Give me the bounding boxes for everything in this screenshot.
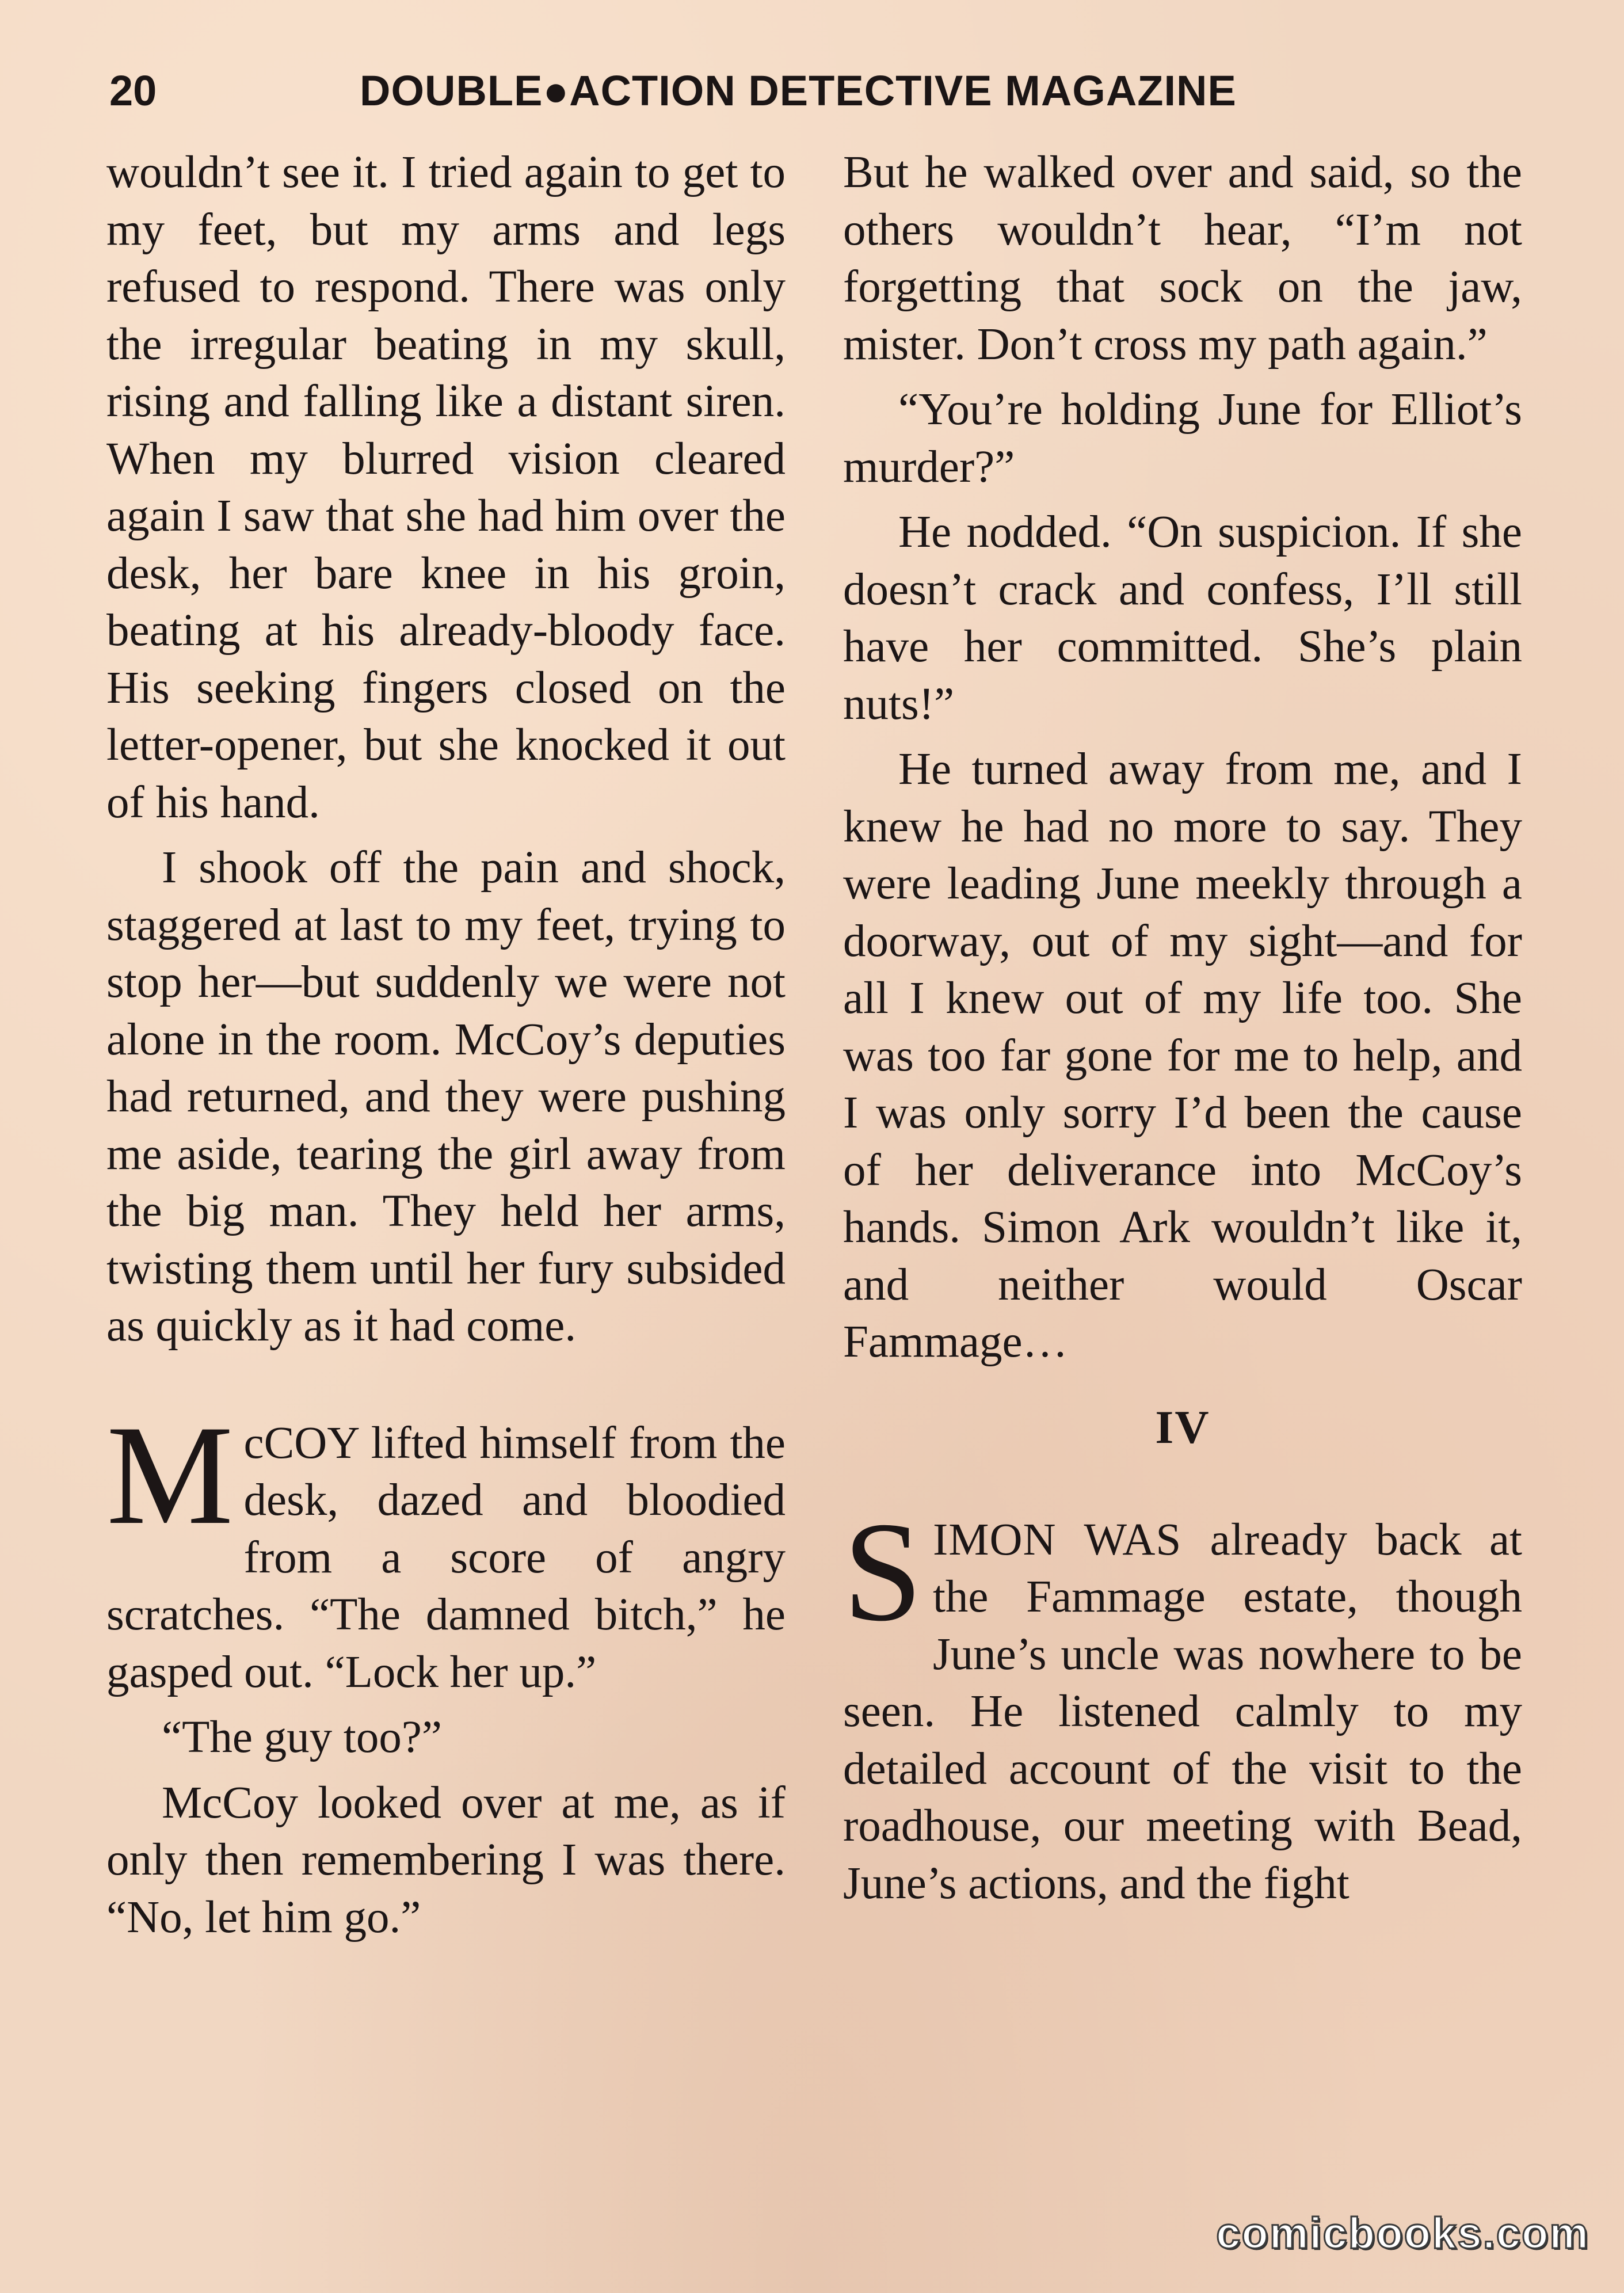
watermark: comicbooks.com: [1216, 2209, 1589, 2258]
right-paragraph-1: But he walked over and said, so the others wouldn’t hear, “I’m not forgetting that sock on the jaw, mister. Don’t cross my path again.”: [843, 147, 1522, 370]
page-header: [109, 62, 1283, 120]
left-paragraph-5: McCoy looked over at me, as if only then remembering I was there. “No, let him go.”: [106, 1777, 786, 1942]
right-paragraph-5-text: back at the Fammage estate, though June’s uncle was nowhere to be seen. He listened calmly to my detailed account of the visit to the roadhouse, our meeting with Bead, June’s actions, and the fight: [843, 1514, 1522, 1909]
left-paragraph-2: I shook off the pain and shock, staggered at last to my feet, trying to stop her—but suddenly we were not alone in the room. McCoy’s deputies had returned, and they were pushing me aside, tearing the girl away from the big man. They held her arms, twisting them until her fury subsided as quickly as it had come.: [106, 843, 786, 1351]
right-column: [843, 144, 1522, 1920]
right-paragraph-4: He turned away from me, and I knew he had no more to say. They were leading June meekly through a doorway, out of my sight—and for all I knew out of my life too. She was too far gone for me to help, and I was only sorry I’d been the cause of her deliverance into McCoy’s hands. Simon Ark wouldn’t like it, and neither would Oscar Fammage…: [843, 744, 1522, 1367]
drop-cap-s: S: [843, 1492, 922, 1651]
left-paragraph-4: “The guy too?”: [162, 1712, 442, 1762]
drop-cap-m: M: [106, 1395, 234, 1554]
lead-in-text: IMON WAS already: [932, 1514, 1348, 1565]
left-column: [106, 144, 786, 1954]
left-paragraph-1: wouldn’t see it. I tried again to get to my feet, but my arms and legs refused to respond. There was only the irregular beating in my skull, rising and falling like a distant siren. When my blurred vision cleared again I saw that she had him over the desk, her bare knee in his groin, beating at his already-bloody face. His seeking fingers closed on the letter-opener, but she knocked it out of his hand.: [106, 147, 786, 828]
right-paragraph-3: He nodded. “On suspicion. If she doesn’t crack and confess, I’ll still have her committed. She’s plain nuts!”: [843, 507, 1522, 729]
left-paragraph-3-text: cCOY lifted himself from the desk, dazed and bloodied from a score of angry scratches. “The damned bitch,” he gasped out. “Lock her up.”: [106, 1418, 786, 1697]
right-paragraph-2: “You’re holding June for Elliot’s murder?”: [843, 384, 1522, 492]
chapter-heading: IV: [1155, 1400, 1210, 1453]
magazine-title: DOUBLE●ACTION DETECTIVE MAGAZINE: [360, 67, 1237, 115]
left-paragraph-3: [106, 1395, 786, 1701]
right-paragraph-5: [843, 1492, 1522, 1913]
page-number: 20: [109, 67, 157, 115]
